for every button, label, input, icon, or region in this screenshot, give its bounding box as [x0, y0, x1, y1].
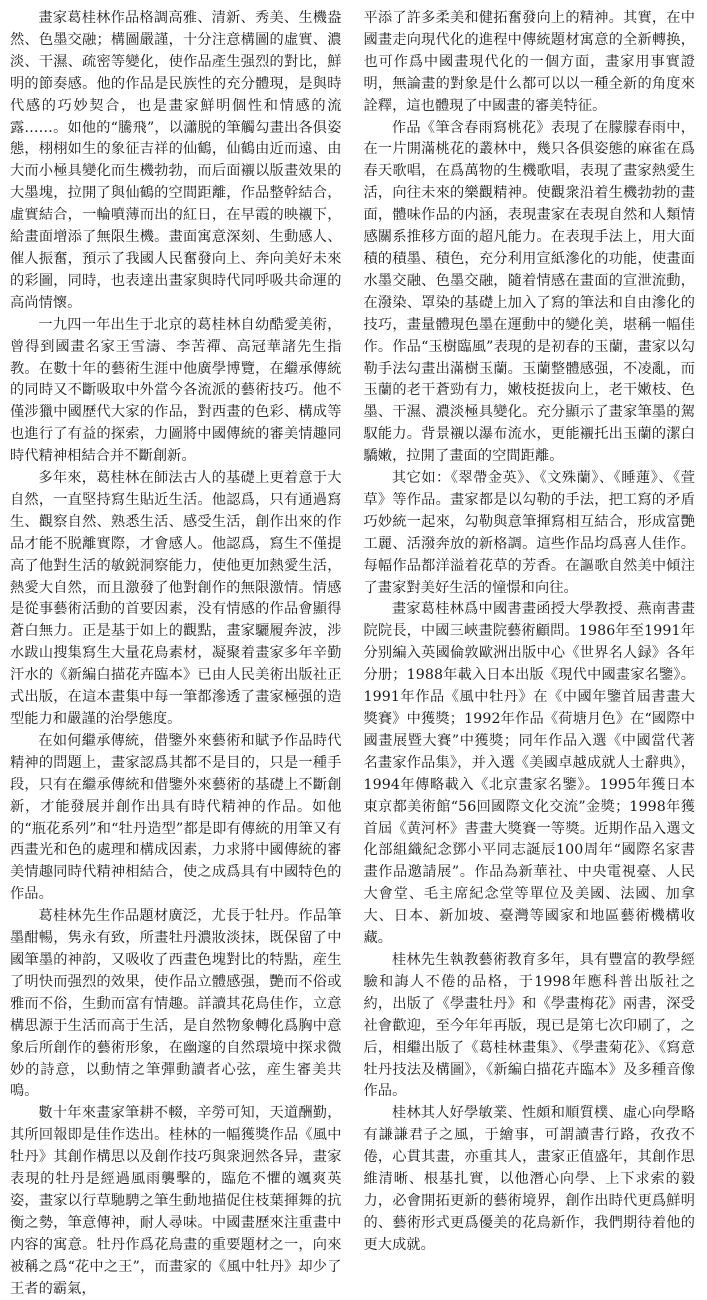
paragraph: 在如何繼承傳統，借鑒外來藝術和賦予作品時代精神的問題上，畫家認爲其都不是目的，只是一種手段，只有在繼承傳統和借鑒外來藝術的基礎上不斷創新，才能發展并創作出具有時代精神的作品。如他的“瓶花系列”和“牡丹造型”都是即有傳統的用筆又有西畫光和色的處理和構成因素，力求將中國傳統的審美情趣同時代精神相結合，使之成爲具有中國特色的作品。 — [10, 732, 342, 903]
paragraph: 一九四一年出生于北京的葛桂林自幼酷愛美術，曾得到國畫名家王雪濤、李苦禪、高冠華諸先生指教。在數十年的藝術生涯中他廣學博覽，在繼承傳統的同時又不斷吸取中外當今各流派的藝術技巧。他不僅涉獵中國歷代大家的作品，對西畫的色彩、構成等也進行了有益的探索，力圖將中國傳統的審美情趣同時代精神相結合并不斷創新。 — [10, 316, 342, 465]
right-text-column — [364, 8, 696, 1262]
left-text-column — [10, 8, 342, 1297]
paragraph-continued: 平添了許多柔美和健拓奮發向上的精神。其實，在中國畫走向現代化的進程中傳統題材寓意的全新轉换，也可作爲中國畫現代化的一個方面，畫家用事實證明，無論畫的對象是什么都可以以一種全新的角度來詮釋，這也體現了中國畫的審美特征。 — [363, 10, 695, 114]
paragraph: 數十年來畫家筆耕不輟，辛勞可知，天道酬勤，其所回報即是佳作迭出。桂林的一幅獲獎作品《風中牡丹》其創作構思以及創作技巧與衆迥然各异，畫家表現的牡丹是經過風雨襲擊的，臨危不懼的颯爽英姿，畫家以行草馳騁之筆生動地描促住枝葉揮舞的抗衡之勢，筆意傳神，耐人尋味。中國畫歷來注重畫中内容的寓意。牡丹作爲花鳥畫的重要題材之一，向來被稱之爲“花中之王”，而畫家的《風中牡丹》却少了王者的霸氣， — [10, 1105, 342, 1297]
paragraph: 畫家葛桂林作品格調高雅、清新、秀美、生機盎然、色墨交融；構圖嚴謹，十分注意構圖的虛實、濃淡、干濕、疏密等變化，使作品產生强烈的對比，鮮明的節奏感。他的作品是民族性的充分體現，是與時代感的巧妙契合，也是畫家鮮明個性和情感的流露……。如他的“騰飛”，以瀟脱的筆觸勾畫出各俱姿態，栩栩如生的象征吉祥的仙鶴，仙鶴由近而遠、由大而小極具變化而生機勃勃，而后面襯以版畫效果的大墨塊，拉開了與仙鶴的空間距離，作品整幹結合，虛實結合，一輪噴薄而出的紅日，在早霞的映襯下，給畫面增添了無限生機。畫面寓意深刻、生動感人、催人振奮，預示了我國人民奮發向上、奔向美好未來的彩圖，同時，也表達出畫家與時代同呼吸共命運的高尚情懷。 — [10, 10, 342, 311]
paragraph: 其它如：《翠帶金英》、《文殊蘭》、《睡蓮》、《萱草》等作品。畫家都是以勾勒的手法，把工寫的矛盾巧妙統一起來，勾勒與意筆揮寫相互結合，形成富艷工麗、活潑奔放的新格調。這些作品均爲喜人佳作。每幅作品都洋溢着花草的芳香。在謳歌自然美中傾注了畫家對美好生活的憧憬和向往。 — [363, 470, 695, 596]
paragraph: 作品《筆含春雨寫桃花》表現了在朦朦春雨中，在一片開滿桃花的叢林中，幾只各俱姿態的麻雀在爲春天歌唱，在爲萬物的生機歌唱，表現了畫家熱愛生活，向往未來的樂觀精神。使觀衆沿着生機勃勃的畫面，體味作品的内涵，表現畫家在表現自然和人類情感關系推移方面的超凡能力。在表現手法上，用大面積的積墨、積色，充分利用宣紙滲化的功能，使畫面水墨交融、色墨交融，隨着情感在畫面的宣泄流動，在潑染、罩染的基礎上加入了寫的筆法和自由滲化的技巧，畫量體現色墨在運動中的變化美，堪稱一幅佳作。作品“玉樹臨風”表現的是初春的玉蘭，畫家以勾勒手法勾畫出滿樹玉蘭。玉蘭整體感强，不凌亂，而玉蘭的老干蒼勁有力，嫩枝挺拔向上，老干嫩枝、色墨、干濕、濃淡極具變化。充分顯示了畫家筆墨的駕馭能力。背景襯以瀑布流水，更能襯托出玉蘭的潔白驕嫩，拉開了畫面的空間距離。 — [363, 119, 695, 465]
paragraph: 畫家葛桂林爲中國書畫函授大學教授、燕南書畫院院長，中國三峽畫院藝術顧問。1986年至1991年分别編入英國倫敦歐洲出版中心《世界名人録》各年分册；1988年載入日本出版《現代中國畫家名鑒》。1991年作品《風中牡丹》在《中國年鑒首屆書畫大獎賽》中獲獎；1992年作品《荷塘月色》在“國際中國畫展暨大賽”中獲獎；同年作品入選《中國當代著名畫家作品集》，并入選《美國卓越成就人士辭典》，1994年傳略載入《北京畫家名鑒》。1995年獲日本東京都美術館“56回國際文化交流”金獎；1998年獲首屆《黄河杯》書畫大獎賽一等獎。近期作品入選文化部組織紀念鄧小平同志誕辰100周年“國際名家書畫作品邀請展”。作品為新華社、中央電視臺、人民大會堂、毛主席紀念堂等單位及美國、法國、加拿大、日本、新加坡、臺灣等國家和地區藝術機構收藏。 — [363, 601, 695, 947]
paragraph: 桂林先生執教藝術教育多年，具有豐富的教學經驗和誨人不倦的品格，于1998年應科普出版社之約，出版了《學畫牡丹》和《學畫梅花》兩書，深受社會歡迎，至今年年再版，現已是第七次印刷了，之后，相繼出版了《葛桂林畫集》、《學畫菊花》、《寫意牡丹技法及構圖》，《新編白描花卉臨本》及多種音像作品。 — [363, 951, 695, 1100]
paragraph: 多年來，葛桂林在師法古人的基礎上更着意于大自然，一直堅持寫生貼近生活。他認爲，只有通過寫生、觀察自然、熟悉生活、感受生活，創作出來的作品才能不脱離實際，才會感人。他認爲，寫生不僅提高了他對生活的敏鋭洞察能力，使他更加熱愛生活，熱愛大自然，而且激發了他對創作的無限激情。情感是從事藝術活動的首要因素，没有情感的作品會顯得蒼白無力。正是基于如上的觀點，畫家驪履奔波，涉水跋山搜集寫生大量花鳥素材，凝聚着畫家多年辛勤汗水的《新編白描花卉臨本》已由人民美術出版社正式出版，在這本畫集中每一筆都滲透了畫家極强的造型能力和嚴謹的治學態度。 — [10, 470, 342, 727]
paragraph: 葛桂林先生作品題材廣泛，尤長于牡丹。作品筆墨酣暢，隽永有致，所畫牡丹濃妝淡抹，既保留了中國筆墨的神韵，又吸收了西畫色塊對比的特點，産生了明快而强烈的效果，使作品立體感强，艷而不俗或雅而不俗，生動而富有情趣。詳讀其花鳥佳作，立意構思源于生活而高于生活，是自然物象轉化爲胸中意象后所創作的藝術形象，在幽邃的自然環境中探求微妙的詩意，以動情之筆彈動讀者心弦，産生審美共鳴。 — [10, 908, 342, 1100]
paragraph: 桂林其人好學敏業、性頗和順質樸、虛心向學略有謙謙君子之風，于繪事，可謂讀書行路，孜孜不倦，心貫其畫，亦重其人，畫家正值盛年，其創作思維清晰、根基扎實，以他潛心向學、上下求索的毅力，必會開拓更新的藝術境界，創作出時代更爲鮮明的、藝術形式更爲優美的花鳥新作，我們期待着他的更大成就。 — [363, 1105, 695, 1253]
